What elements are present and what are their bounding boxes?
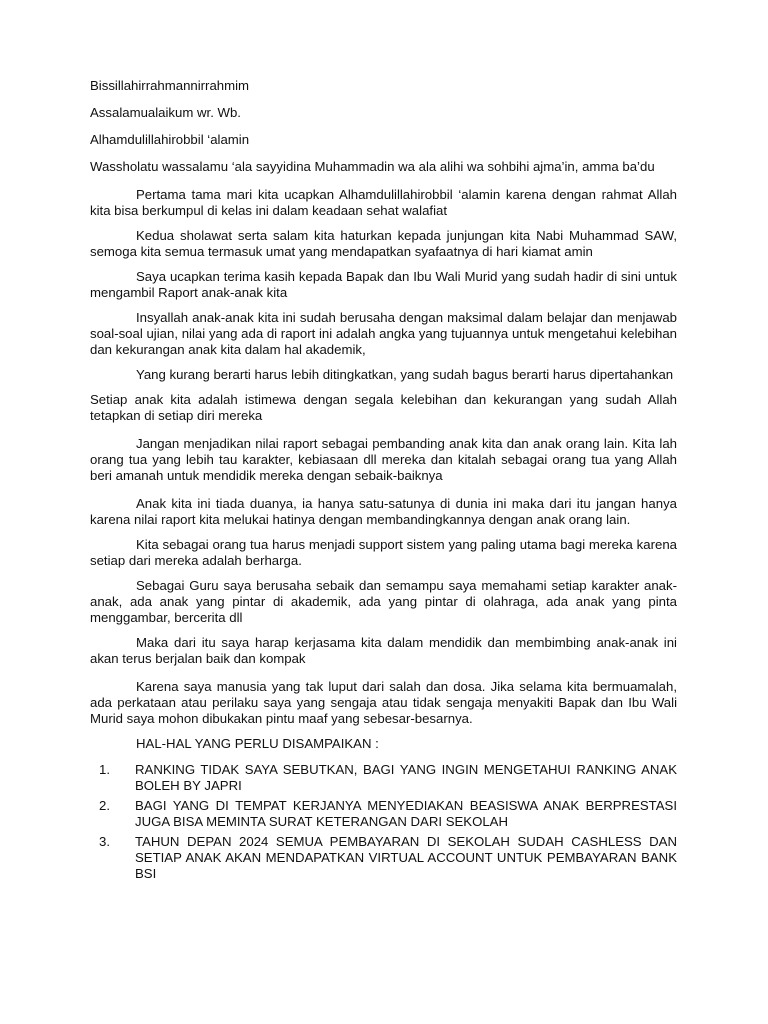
list-item-text: TAHUN DEPAN 2024 SEMUA PEMBAYARAN DI SEKOLAH SUDAH CASHLESS DAN SETIAP ANAK AKAN MENDAPATKAN VIRTUAL ACCOUNT UNTUK PEMBAYARAN BANK BSI	[135, 834, 677, 881]
list-item	[90, 762, 677, 794]
paragraph-9: Kita sebagai orang tua harus menjadi support sistem yang paling utama bagi mereka karena setiap dari mereka adalah berharga.	[90, 537, 677, 568]
paragraph-12: Karena saya manusia yang tak luput dari salah dan dosa. Jika selama kita bermuamalah, ada perkataan atau perilaku saya yang sengaja atau tidak sengaja menyakiti Bapak dan Ibu Wali Murid saya mohon dibukakan pintu maaf yang sebesar-besarnya.	[90, 679, 677, 726]
paragraph-2: Kedua sholawat serta salam kita haturkan kepada junjungan kita Nabi Muhammad SAW, semoga kita semua termasuk umat yang mendapatkan syafaatnya di hari kiamat amin	[90, 228, 677, 259]
paragraph-11: Maka dari itu saya harap kerjasama kita dalam mendidik dan membimbing anak-anak ini akan terus berjalan baik dan kompak	[90, 635, 677, 666]
opening-line-salam: Assalamualaikum wr. Wb.	[90, 105, 241, 120]
list-item-number: 1.	[99, 762, 110, 777]
paragraph-3: Saya ucapkan terima kasih kepada Bapak dan Ibu Wali Murid yang sudah hadir di sini untuk mengambil Raport anak-anak kita	[90, 269, 677, 300]
list-item-number: 2.	[99, 798, 110, 813]
paragraph-4: Insyallah anak-anak kita ini sudah berusaha dengan maksimal dalam belajar dan menjawab soal-soal ujian, nilai yang ada di raport ini adalah angka yang tujuannya untuk mengetahui kelebihan dan kekurangan anak kita dalam hal akademik,	[90, 310, 677, 357]
list-heading: HAL-HAL YANG PERLU DISAMPAIKAN :	[136, 736, 379, 751]
paragraph-6: Setiap anak kita adalah istimewa dengan segala kelebihan dan kekurangan yang sudah Allah tetapkan di setiap diri mereka	[90, 392, 677, 423]
list-item-text: RANKING TIDAK SAYA SEBUTKAN, BAGI YANG INGIN MENGETAHUI RANKING ANAK BOLEH BY JAPRI	[135, 762, 677, 793]
list-item	[90, 798, 677, 830]
paragraph-sholawat: Wassholatu wassalamu ‘ala sayyidina Muhammadin wa ala alihi wa sohbihi ajma’in, amma ba’du	[90, 159, 655, 174]
paragraph-5: Yang kurang berarti harus lebih ditingkatkan, yang sudah bagus berarti harus dipertahankan	[136, 367, 674, 382]
opening-line-basmala: Bissillahirrahmannirrahmim	[90, 78, 250, 93]
list-item-number: 3.	[99, 834, 110, 849]
announcement-list	[90, 762, 677, 882]
paragraph-8: Anak kita ini tiada duanya, ia hanya satu-satunya di dunia ini maka dari itu jangan hanya karena nilai raport kita melukai hatinya dengan membandingkannya dengan anak orang lain.	[90, 496, 677, 527]
paragraph-10: Sebagai Guru saya berusaha sebaik dan semampu saya memahami setiap karakter anak-anak, ada anak yang pintar di akademik, ada yang pintar di olahraga, ada anak yang pinta menggambar, bercerita dll	[90, 578, 677, 625]
list-item	[90, 834, 677, 882]
paragraph-7: Jangan menjadikan nilai raport sebagai pembanding anak kita dan anak orang lain. Kita lah orang tua yang lebih tau karakter, kebiasaan dll mereka dan kitalah sebagai orang tua yang Allah beri amanah untuk mendidik mereka dengan sebaik-baiknya	[90, 436, 677, 483]
list-item-text: BAGI YANG DI TEMPAT KERJANYA MENYEDIAKAN BEASISWA ANAK BERPRESTASI JUGA BISA MEMINTA SURAT KETERANGAN DARI SEKOLAH	[135, 798, 677, 829]
opening-line-hamdalah: Alhamdulillahirobbil ‘alamin	[90, 132, 250, 147]
paragraph-1: Pertama tama mari kita ucapkan Alhamdulillahirobbil ‘alamin karena dengan rahmat Allah kita bisa berkumpul di kelas ini dalam keadaan sehat walafiat	[90, 187, 677, 218]
